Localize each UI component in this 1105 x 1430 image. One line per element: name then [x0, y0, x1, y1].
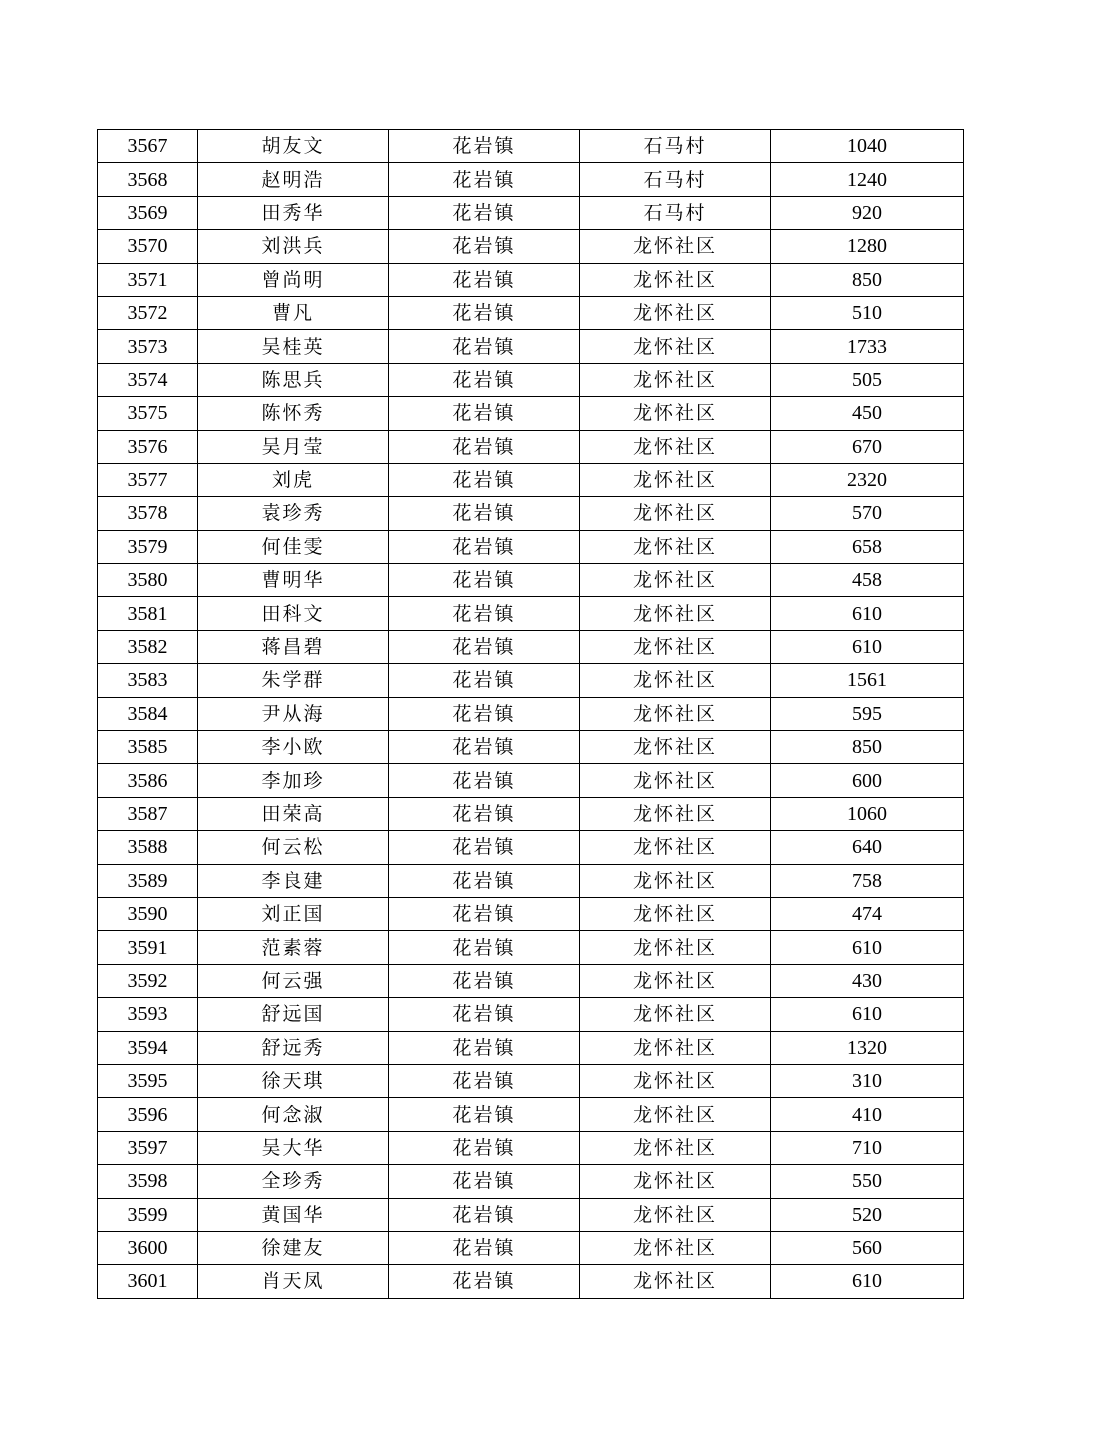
cell-town: 花岩镇 [389, 630, 580, 663]
cell-number: 3590 [98, 897, 198, 930]
table-row [98, 931, 964, 964]
cell-village: 龙怀社区 [580, 530, 771, 563]
cell-amount: 560 [771, 1231, 964, 1264]
cell-village: 龙怀社区 [580, 797, 771, 830]
table-row [98, 296, 964, 329]
cell-town: 花岩镇 [389, 397, 580, 430]
cell-village: 龙怀社区 [580, 230, 771, 263]
table-row [98, 1265, 964, 1298]
table-row [98, 831, 964, 864]
cell-name: 陈思兵 [198, 363, 389, 396]
cell-amount: 450 [771, 397, 964, 430]
table-row [98, 330, 964, 363]
cell-town: 花岩镇 [389, 1165, 580, 1198]
cell-number: 3577 [98, 463, 198, 496]
cell-number: 3568 [98, 163, 198, 196]
cell-amount: 1040 [771, 130, 964, 163]
cell-village: 石马村 [580, 130, 771, 163]
cell-amount: 670 [771, 430, 964, 463]
cell-number: 3587 [98, 797, 198, 830]
table-row [98, 697, 964, 730]
cell-town: 花岩镇 [389, 731, 580, 764]
cell-village: 龙怀社区 [580, 397, 771, 430]
cell-number: 3599 [98, 1198, 198, 1231]
cell-number: 3595 [98, 1064, 198, 1097]
cell-name: 赵明浩 [198, 163, 389, 196]
cell-village: 龙怀社区 [580, 597, 771, 630]
cell-village: 龙怀社区 [580, 1165, 771, 1198]
cell-amount: 570 [771, 497, 964, 530]
table-row [98, 1198, 964, 1231]
cell-amount: 505 [771, 363, 964, 396]
cell-number: 3571 [98, 263, 198, 296]
cell-number: 3567 [98, 130, 198, 163]
cell-village: 龙怀社区 [580, 630, 771, 663]
cell-town: 花岩镇 [389, 764, 580, 797]
cell-number: 3575 [98, 397, 198, 430]
cell-village: 龙怀社区 [580, 463, 771, 496]
cell-town: 花岩镇 [389, 163, 580, 196]
cell-town: 花岩镇 [389, 964, 580, 997]
cell-village: 龙怀社区 [580, 1231, 771, 1264]
table-row [98, 430, 964, 463]
cell-town: 花岩镇 [389, 1098, 580, 1131]
cell-village: 龙怀社区 [580, 1198, 771, 1231]
table-row [98, 1165, 964, 1198]
cell-town: 花岩镇 [389, 363, 580, 396]
cell-town: 花岩镇 [389, 931, 580, 964]
cell-town: 花岩镇 [389, 864, 580, 897]
cell-town: 花岩镇 [389, 263, 580, 296]
cell-amount: 474 [771, 897, 964, 930]
table-row [98, 363, 964, 396]
table-row [98, 597, 964, 630]
cell-name: 刘虎 [198, 463, 389, 496]
cell-village: 龙怀社区 [580, 764, 771, 797]
table-row [98, 1098, 964, 1131]
table-row [98, 530, 964, 563]
cell-amount: 2320 [771, 463, 964, 496]
table-row [98, 263, 964, 296]
table-row [98, 497, 964, 530]
cell-name: 朱学群 [198, 664, 389, 697]
cell-town: 花岩镇 [389, 897, 580, 930]
cell-name: 刘洪兵 [198, 230, 389, 263]
cell-number: 3592 [98, 964, 198, 997]
cell-name: 尹从海 [198, 697, 389, 730]
table-row [98, 1231, 964, 1264]
cell-name: 何佳雯 [198, 530, 389, 563]
cell-village: 龙怀社区 [580, 1064, 771, 1097]
cell-name: 何念淑 [198, 1098, 389, 1131]
cell-number: 3569 [98, 196, 198, 229]
cell-amount: 610 [771, 630, 964, 663]
cell-number: 3585 [98, 731, 198, 764]
cell-village: 龙怀社区 [580, 1131, 771, 1164]
cell-village: 龙怀社区 [580, 363, 771, 396]
cell-amount: 1280 [771, 230, 964, 263]
cell-number: 3576 [98, 430, 198, 463]
cell-village: 龙怀社区 [580, 864, 771, 897]
cell-name: 吴大华 [198, 1131, 389, 1164]
cell-name: 徐天琪 [198, 1064, 389, 1097]
cell-amount: 920 [771, 196, 964, 229]
cell-amount: 600 [771, 764, 964, 797]
cell-amount: 1561 [771, 664, 964, 697]
cell-village: 龙怀社区 [580, 931, 771, 964]
cell-amount: 1733 [771, 330, 964, 363]
cell-number: 3584 [98, 697, 198, 730]
cell-village: 龙怀社区 [580, 1098, 771, 1131]
cell-name: 肖天凤 [198, 1265, 389, 1298]
cell-village: 龙怀社区 [580, 897, 771, 930]
cell-number: 3591 [98, 931, 198, 964]
cell-town: 花岩镇 [389, 463, 580, 496]
table-row [98, 864, 964, 897]
table-row [98, 130, 964, 163]
cell-number: 3589 [98, 864, 198, 897]
cell-number: 3582 [98, 630, 198, 663]
cell-name: 李加珍 [198, 764, 389, 797]
cell-village: 龙怀社区 [580, 430, 771, 463]
table-row [98, 463, 964, 496]
cell-town: 花岩镇 [389, 697, 580, 730]
cell-name: 蒋昌碧 [198, 630, 389, 663]
cell-village: 龙怀社区 [580, 731, 771, 764]
cell-village: 石马村 [580, 163, 771, 196]
cell-number: 3593 [98, 998, 198, 1031]
table-body [98, 130, 964, 1299]
cell-number: 3583 [98, 664, 198, 697]
cell-village: 石马村 [580, 196, 771, 229]
cell-town: 花岩镇 [389, 230, 580, 263]
cell-amount: 458 [771, 564, 964, 597]
cell-town: 花岩镇 [389, 196, 580, 229]
cell-town: 花岩镇 [389, 1198, 580, 1231]
table-row [98, 897, 964, 930]
cell-name: 范素蓉 [198, 931, 389, 964]
cell-name: 袁珍秀 [198, 497, 389, 530]
cell-town: 花岩镇 [389, 1231, 580, 1264]
cell-amount: 1320 [771, 1031, 964, 1064]
cell-number: 3598 [98, 1165, 198, 1198]
table-row [98, 230, 964, 263]
cell-amount: 1240 [771, 163, 964, 196]
cell-name: 胡友文 [198, 130, 389, 163]
table-row [98, 1031, 964, 1064]
cell-name: 黄国华 [198, 1198, 389, 1231]
cell-town: 花岩镇 [389, 998, 580, 1031]
cell-number: 3572 [98, 296, 198, 329]
table-row [98, 964, 964, 997]
cell-name: 田秀华 [198, 196, 389, 229]
cell-number: 3594 [98, 1031, 198, 1064]
cell-amount: 510 [771, 296, 964, 329]
cell-town: 花岩镇 [389, 530, 580, 563]
cell-town: 花岩镇 [389, 330, 580, 363]
cell-village: 龙怀社区 [580, 564, 771, 597]
cell-town: 花岩镇 [389, 296, 580, 329]
cell-amount: 610 [771, 931, 964, 964]
cell-town: 花岩镇 [389, 1265, 580, 1298]
cell-village: 龙怀社区 [580, 664, 771, 697]
cell-village: 龙怀社区 [580, 296, 771, 329]
cell-amount: 640 [771, 831, 964, 864]
cell-number: 3579 [98, 530, 198, 563]
cell-number: 3578 [98, 497, 198, 530]
cell-village: 龙怀社区 [580, 497, 771, 530]
cell-town: 花岩镇 [389, 430, 580, 463]
table-row [98, 998, 964, 1031]
cell-village: 龙怀社区 [580, 1265, 771, 1298]
cell-name: 吴桂英 [198, 330, 389, 363]
cell-amount: 1060 [771, 797, 964, 830]
cell-number: 3573 [98, 330, 198, 363]
cell-amount: 850 [771, 263, 964, 296]
cell-number: 3588 [98, 831, 198, 864]
cell-town: 花岩镇 [389, 497, 580, 530]
cell-name: 舒远国 [198, 998, 389, 1031]
cell-name: 田科文 [198, 597, 389, 630]
cell-name: 吴月莹 [198, 430, 389, 463]
table-row [98, 664, 964, 697]
cell-number: 3574 [98, 363, 198, 396]
cell-amount: 710 [771, 1131, 964, 1164]
table-row [98, 196, 964, 229]
cell-town: 花岩镇 [389, 564, 580, 597]
cell-amount: 658 [771, 530, 964, 563]
table-row [98, 163, 964, 196]
cell-town: 花岩镇 [389, 1131, 580, 1164]
table-row [98, 630, 964, 663]
table-row [98, 1131, 964, 1164]
cell-amount: 758 [771, 864, 964, 897]
cell-amount: 595 [771, 697, 964, 730]
cell-town: 花岩镇 [389, 597, 580, 630]
cell-number: 3597 [98, 1131, 198, 1164]
cell-name: 曹明华 [198, 564, 389, 597]
cell-name: 田荣高 [198, 797, 389, 830]
table-row [98, 1064, 964, 1097]
cell-name: 全珍秀 [198, 1165, 389, 1198]
cell-name: 舒远秀 [198, 1031, 389, 1064]
cell-name: 李小欧 [198, 731, 389, 764]
cell-amount: 550 [771, 1165, 964, 1198]
cell-village: 龙怀社区 [580, 330, 771, 363]
cell-amount: 520 [771, 1198, 964, 1231]
cell-town: 花岩镇 [389, 797, 580, 830]
cell-number: 3596 [98, 1098, 198, 1131]
table-row [98, 731, 964, 764]
cell-town: 花岩镇 [389, 1064, 580, 1097]
table-row [98, 797, 964, 830]
data-table [97, 129, 964, 1299]
cell-amount: 610 [771, 1265, 964, 1298]
cell-town: 花岩镇 [389, 831, 580, 864]
cell-name: 李良建 [198, 864, 389, 897]
cell-amount: 310 [771, 1064, 964, 1097]
cell-name: 徐建友 [198, 1231, 389, 1264]
cell-amount: 850 [771, 731, 964, 764]
cell-number: 3600 [98, 1231, 198, 1264]
table-row [98, 764, 964, 797]
cell-number: 3586 [98, 764, 198, 797]
cell-village: 龙怀社区 [580, 831, 771, 864]
cell-name: 曾尚明 [198, 263, 389, 296]
table-row [98, 397, 964, 430]
cell-number: 3570 [98, 230, 198, 263]
cell-village: 龙怀社区 [580, 697, 771, 730]
cell-village: 龙怀社区 [580, 964, 771, 997]
cell-number: 3581 [98, 597, 198, 630]
cell-name: 曹凡 [198, 296, 389, 329]
cell-name: 何云强 [198, 964, 389, 997]
cell-amount: 430 [771, 964, 964, 997]
cell-village: 龙怀社区 [580, 1031, 771, 1064]
cell-amount: 410 [771, 1098, 964, 1131]
cell-name: 何云松 [198, 831, 389, 864]
table-row [98, 564, 964, 597]
cell-village: 龙怀社区 [580, 263, 771, 296]
cell-town: 花岩镇 [389, 664, 580, 697]
cell-name: 刘正国 [198, 897, 389, 930]
cell-name: 陈怀秀 [198, 397, 389, 430]
cell-number: 3580 [98, 564, 198, 597]
cell-amount: 610 [771, 597, 964, 630]
cell-town: 花岩镇 [389, 1031, 580, 1064]
cell-town: 花岩镇 [389, 130, 580, 163]
cell-number: 3601 [98, 1265, 198, 1298]
cell-amount: 610 [771, 998, 964, 1031]
cell-village: 龙怀社区 [580, 998, 771, 1031]
